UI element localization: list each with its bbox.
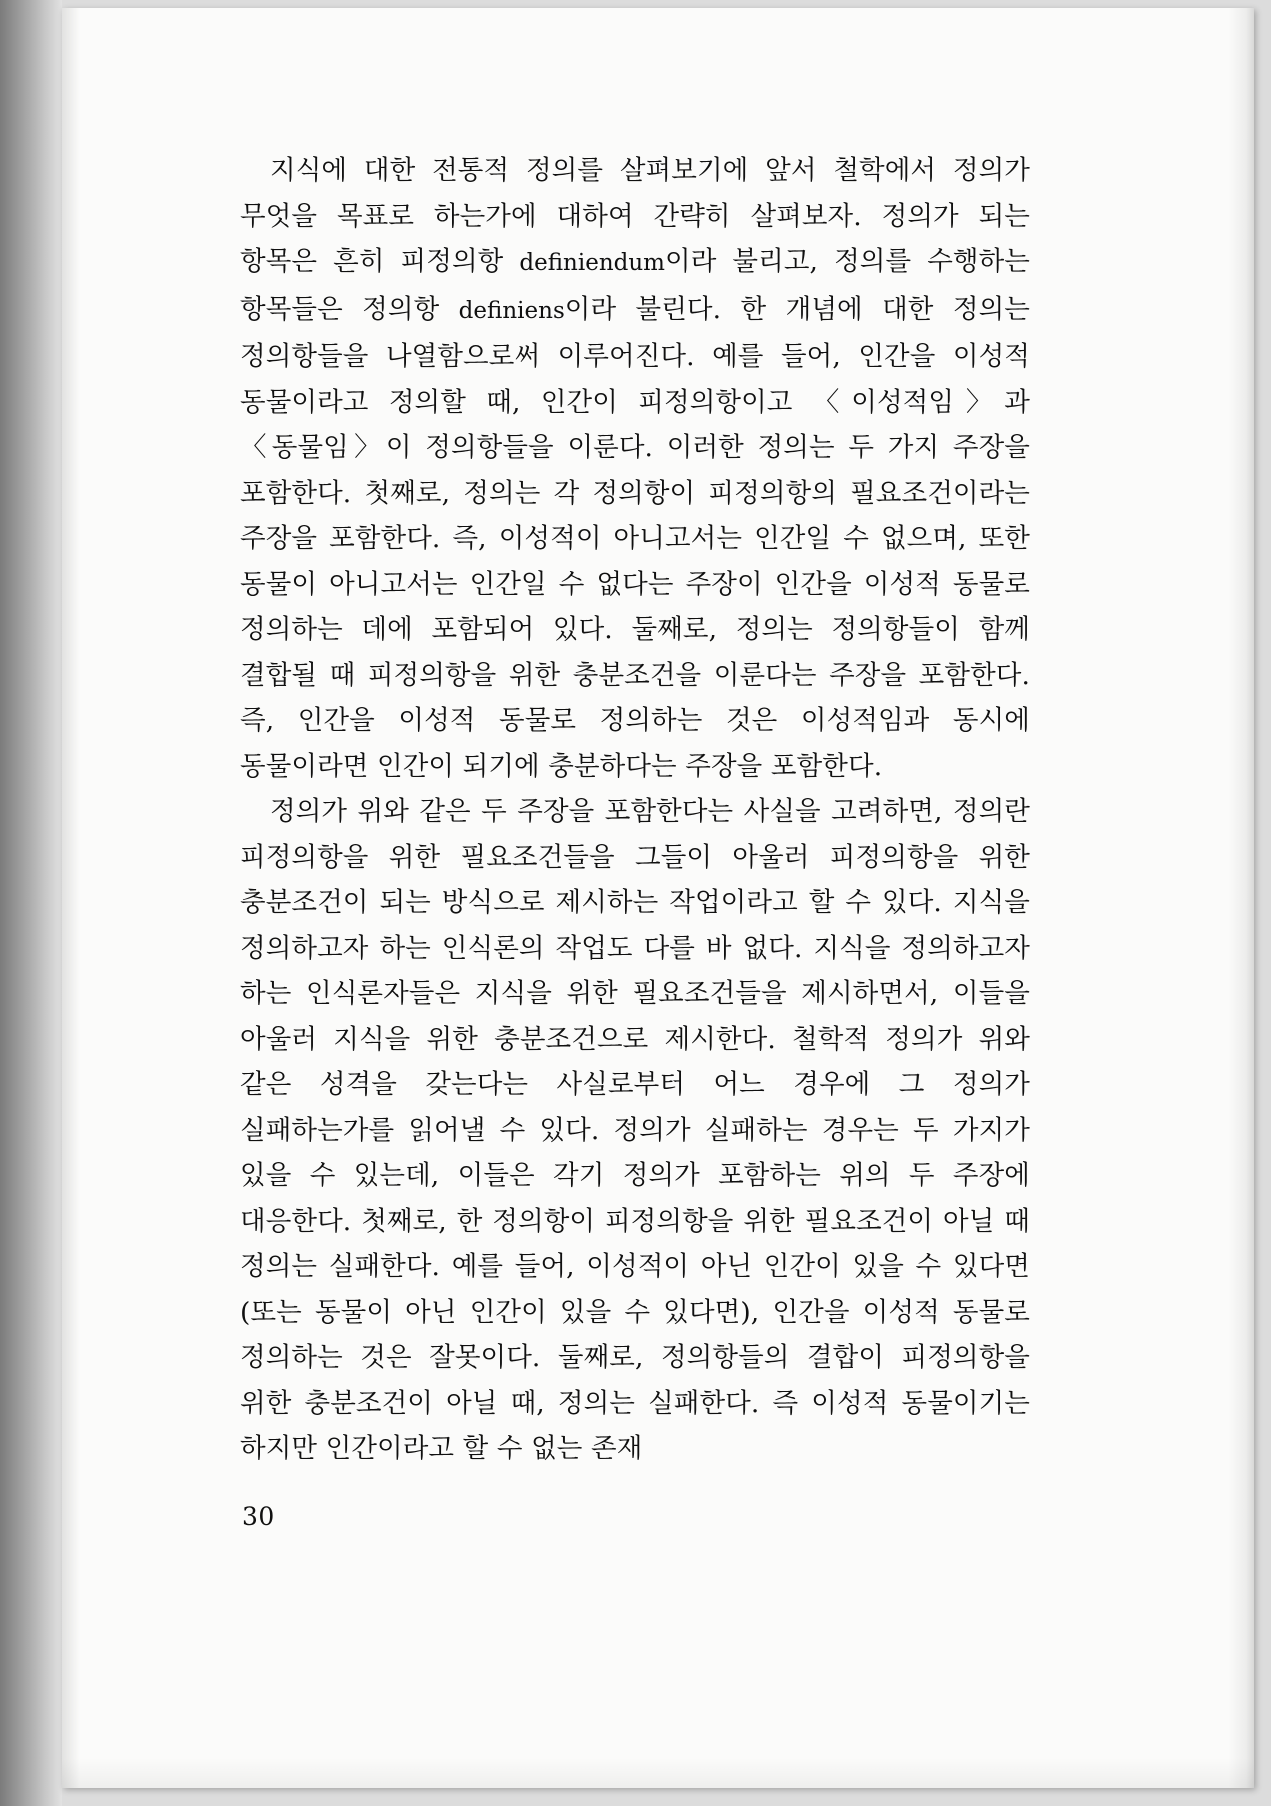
text-run: 정의가 위와 같은 두 주장을 포함한다는 사실을 고려하면, 정의란 피정의항을 위한 필요조건들을 그들이 아울러 피정의항을 위한 충분조건이 되는 방식으로 제시하는 작업이라고 할 수 있다. 지식을 정의하고자 하는 인식론의 작업도 다를 바 없다. 지식을 정의하고자 하는 인식론자들은 지식을 위한 필요조건들을 제시하면서, 이들을 아울러 지식을 위한 충분조건으로 제시한다. 철학적 정의가 위와 같은 성격을 갖는다는 사실로부터 어느 경우에 그 정의가 실패하는가를 읽어낼 수 있다. 정의가 실패하는 경우는 두 가지가 있을 수 있는데, 이들은 각기 정의가 포함하는 위의 두 주장에 대응한다. 첫째로, 한 정의항이 피정의항을 위한 필요조건이 아닐 때 정의는 실패한다. 예를 들어, 이성적이 아닌 인간이 있을 수 있다면(또는 동물이 아닌 인간이 있을 수 있다면), 인간을 이성적 동물로 정의하는 것은 잘못이다. 둘째로, 정의항들의 결합이 피정의항을 위한 충분조건이 아닐 때, 정의는 실패한다. 즉 이성적 동물이기는 하지만 인간이라고 할 수 없는 존재: [240, 796, 1030, 1464]
text-run: 이라 불린다. 한 개념에 대한 정의는 정의항들을 나열함으로써 이루어진다. 예를 들어, 인간을 이성적 동물이라고 정의할 때, 인간이 피정의항이고 〈이성적임〉과 〈동물임〉이 정의항들을 이룬다. 이러한 정의는 두 가지 주장을 포함한다. 첫째로, 정의는 각 정의항이 피정의항의 필요조건이라는 주장을 포함한다. 즉, 이성적이 아니고서는 인간일 수 없으며, 또한 동물이 아니고서는 인간일 수 없다는 주장이 인간을 이성적 동물로 정의하는 데에 포함되어 있다. 둘째로, 정의는 정의항들이 함께 결합될 때 피정의항을 위한 충분조건을 이룬다는 주장을 포함한다. 즉, 인간을 이성적 동물로 정의하는 것은 이성적임과 동시에 동물이라면 인간이 되기에 충분하다는 주장을 포함한다.: [240, 293, 1030, 782]
text-run: 이라 불리고, 정의를 수행하는 항목들은 정의항: [240, 246, 1030, 325]
paragraph-1: [240, 148, 1030, 789]
latin-term: definiendum: [519, 250, 665, 276]
body-text: [240, 148, 1030, 1472]
book-binding-shadow: [0, 0, 62, 1806]
page-bottom-shading: [62, 1758, 1254, 1788]
paragraph-2: [240, 789, 1030, 1472]
page-number: 30: [242, 1502, 275, 1531]
text-run: 지식에 대한 전통적 정의를 살펴보기에 앞서 철학에서 정의가 무엇을 목표로 하는가에 대하여 간략히 살펴보자. 정의가 되는 항목은 흔히 피정의항: [240, 155, 1030, 277]
page-right-shading: [1228, 8, 1254, 1788]
page-left-shading: [62, 8, 80, 1788]
latin-term: definiens: [458, 297, 565, 324]
book-page: [62, 8, 1254, 1788]
